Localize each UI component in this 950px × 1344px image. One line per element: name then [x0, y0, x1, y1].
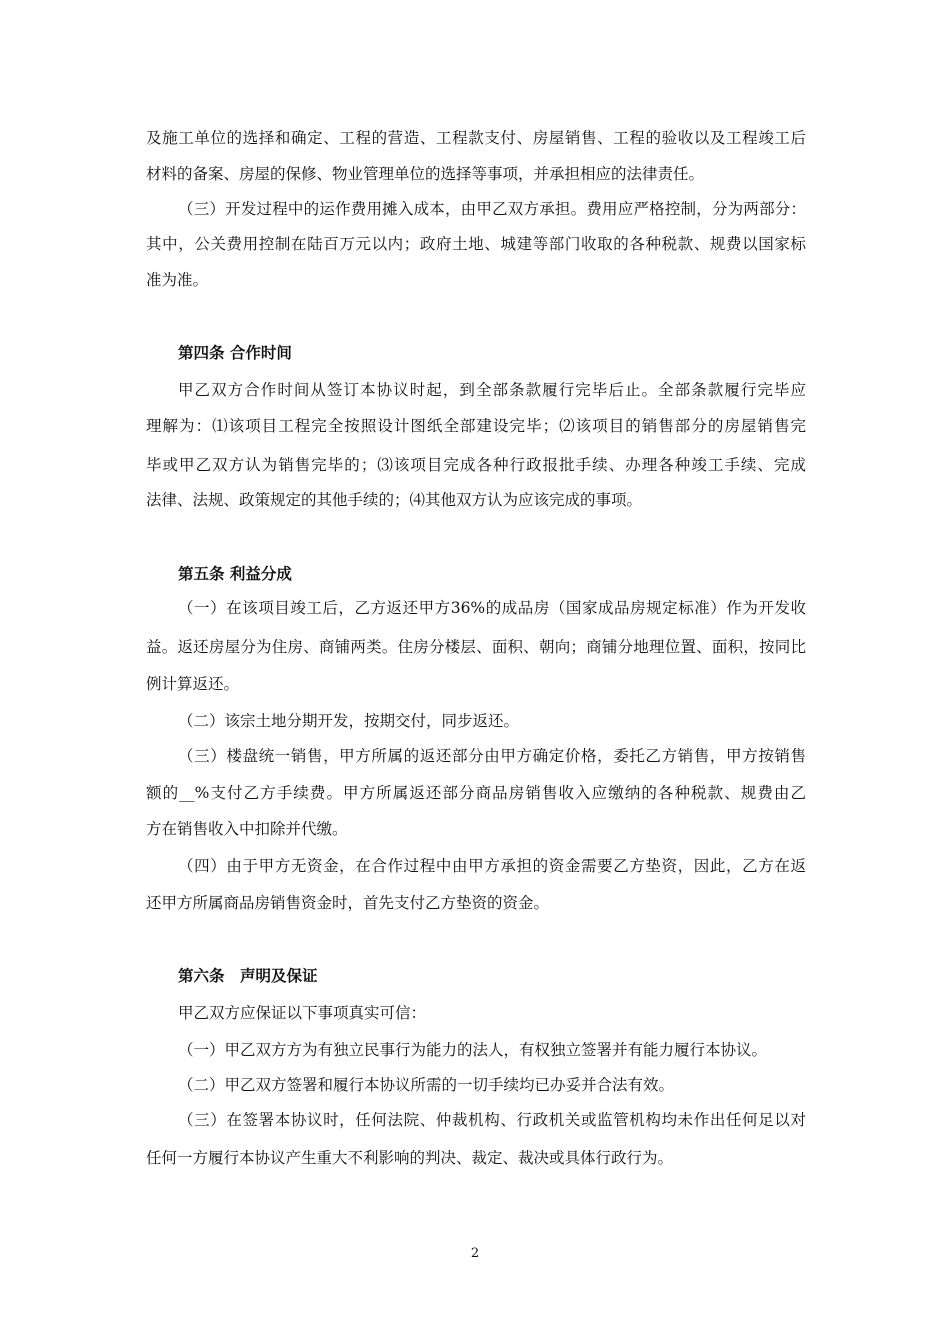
paragraph-line: （四）由于甲方无资金，在合作过程中由甲方承担的资金需要乙方垫资，因此，乙方在返 [178, 857, 806, 875]
paragraph-line: 额的__%支付乙方手续费。甲方所属返还部分商品房销售收入应缴纳的各种税款、规费由乙 [146, 784, 806, 802]
paragraph-line: （二）甲乙双方签署和履行本协议所需的一切手续均已办妥并合法有效。 [178, 1076, 675, 1094]
paragraph-line: （一）在该项目竣工后，乙方返还甲方36%的成品房（国家成品房规定标准）作为开发收 [178, 599, 806, 617]
paragraph-line: 甲乙双方应保证以下事项真实可信： [178, 1004, 427, 1022]
paragraph-line: 还甲方所属商品房销售资金时，首先支付乙方垫资的资金。 [146, 894, 550, 912]
paragraph-line: 例计算返还。 [146, 675, 240, 693]
paragraph-line: （一）甲乙双方方为有独立民事行为能力的法人，有权独立签署并有能力履行本协议。 [178, 1041, 768, 1059]
paragraph-line: 材料的备案、房屋的保修、物业管理单位的选择等事项，并承担相应的法律责任。 [146, 165, 705, 183]
paragraph-line: 及施工单位的选择和确定、工程的营造、工程款支付、房屋销售、工程的验收以及工程竣工后 [146, 129, 806, 147]
section-heading: 第四条 合作时间 [178, 344, 292, 362]
page-number: 2 [470, 1246, 480, 1261]
paragraph-line: 任何一方履行本协议产生重大不利影响的判决、裁定、裁决或具体行政行为。 [146, 1149, 674, 1167]
section-heading: 第六条 声明及保证 [178, 967, 318, 985]
paragraph-line: 其中，公关费用控制在陆百万元以内；政府土地、城建等部门收取的各种税款、规费以国家标 [146, 235, 806, 253]
section-heading: 第五条 利益分成 [178, 565, 292, 583]
paragraph-line: 准为准。 [146, 271, 209, 289]
paragraph-line: 理解为：⑴该项目工程完全按照设计图纸全部建设完毕；⑵该项目的销售部分的房屋销售完 [146, 417, 806, 435]
paragraph-line: 方在销售收入中扣除并代缴。 [146, 820, 348, 838]
paragraph-line: 益。返还房屋分为住房、商铺两类。住房分楼层、面积、朝向；商铺分地理位置、面积，按同比 [146, 638, 806, 656]
paragraph-line: 法律、法规、政策规定的其他手续的；⑷其他双方认为应该完成的事项。 [146, 491, 643, 509]
paragraph-line: （二）该宗土地分期开发，按期交付，同步返还。 [178, 712, 520, 730]
paragraph-line: 甲乙双方合作时间从签订本协议时起，到全部条款履行完毕后止。全部条款履行完毕应 [178, 381, 806, 399]
paragraph-line: （三）开发过程中的运作费用摊入成本，由甲乙双方承担。费用应严格控制，分为两部分： [178, 200, 806, 218]
paragraph-line: （三）在签署本协议时，任何法院、仲裁机构、行政机关或监管机构均未作出任何足以对 [178, 1111, 806, 1129]
paragraph-line: 毕或甲乙双方认为销售完毕的；⑶该项目完成各种行政报批手续、办理各种竣工手续、完成 [146, 456, 806, 474]
paragraph-line: （三）楼盘统一销售，甲方所属的返还部分由甲方确定价格，委托乙方销售，甲方按销售 [178, 747, 806, 765]
